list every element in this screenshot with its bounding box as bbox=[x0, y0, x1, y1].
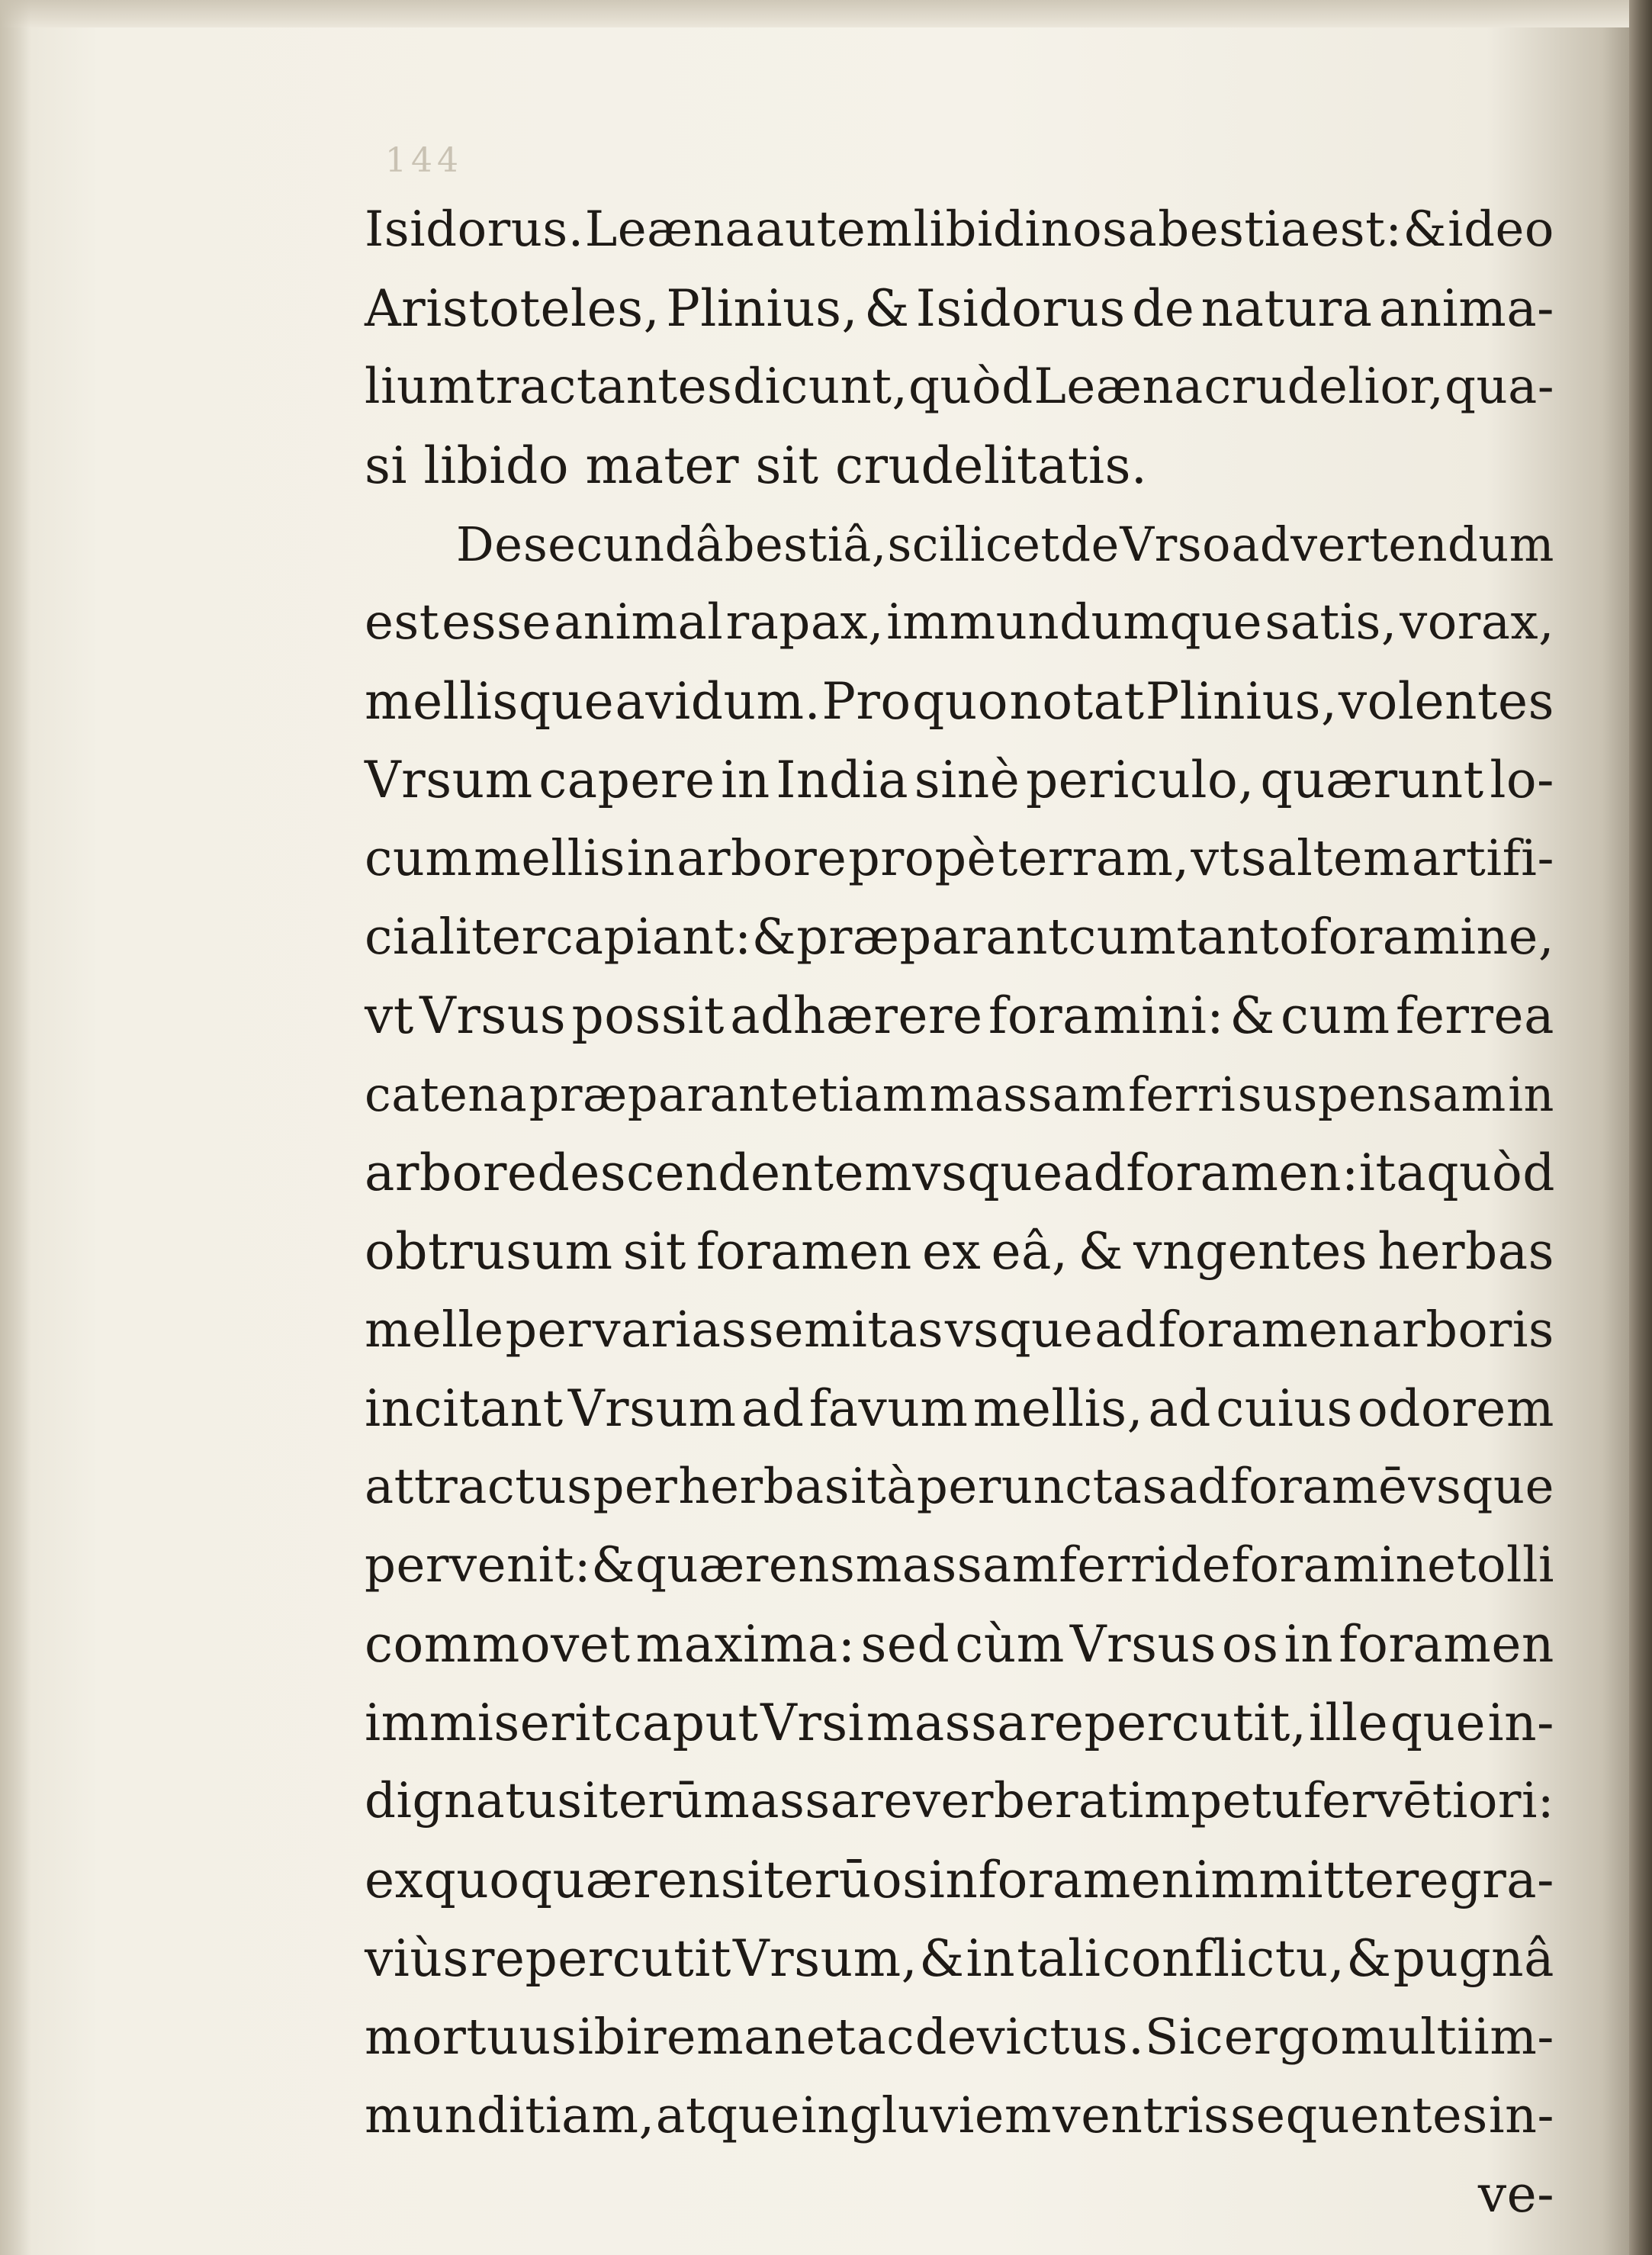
folio-number: 144 bbox=[385, 141, 463, 180]
page-top-edge bbox=[0, 0, 1652, 27]
text-line: vt Vrsus possit adhærere foramini: & cum ferrea bbox=[365, 986, 1554, 1045]
text-line: incitant Vrsum ad favum mellis, ad cuius odorem bbox=[365, 1379, 1554, 1438]
text-line: Vrsum capere in India sinè periculo, quærunt lo- bbox=[365, 751, 1554, 809]
text-line: lium tractantes dicunt, quòd Leæna crudelior, qua- bbox=[365, 359, 1554, 415]
text-line: arbore descendentem vsque ad foramen: ita quòd bbox=[365, 1144, 1555, 1202]
text-line: melle per varias semitas vsque ad foramen arboris bbox=[365, 1301, 1554, 1359]
text-line: immiserit caput Vrsi massa repercutit, ille que in- bbox=[365, 1694, 1554, 1752]
text-line: est esse animal rapax, immundumque satis, vorax, bbox=[365, 594, 1554, 651]
text-line: viùs repercutit Vrsum, & in tali conflictu, & pugnâ bbox=[365, 1929, 1554, 1988]
text-line: mortuus ibi remanet ac devictus. Sic ergo multi im- bbox=[365, 2009, 1554, 2066]
text-line: cialiter capiant: & præparant cum tanto foramine, bbox=[365, 909, 1554, 966]
catchword: ve- bbox=[1477, 2165, 1554, 2224]
text-line: obtrusum sit foramen ex eâ, & vngentes herbas bbox=[365, 1222, 1554, 1281]
text-line: Isidorus. Leæna autem libidinosa bestia est: & ideo bbox=[365, 201, 1554, 258]
text-line: munditiam, atque ingluviem ventris sequentes in- bbox=[365, 2087, 1554, 2144]
gutter-shadow bbox=[0, 0, 31, 2255]
text-line: mellisque avidum. Pro quo notat Plinius, volentes bbox=[365, 672, 1554, 731]
text-line: ex quo quærens iterū os in foramen immittere gra- bbox=[365, 1851, 1554, 1909]
text-line: commovet maxima: sed cùm Vrsus os in foramen bbox=[365, 1615, 1554, 1674]
text-line: pervenit: & quærens massam ferri de foramine tolli bbox=[365, 1537, 1554, 1594]
text-block bbox=[365, 191, 1554, 2234]
text-line: attractus per herbas ità perunctas ad foramē vsque bbox=[365, 1459, 1554, 1515]
text-line: si libido mater sit crudelitatis. bbox=[365, 436, 1148, 495]
book-cover-edge bbox=[1629, 0, 1652, 2255]
text-line: catena præparant etiam massam ferri suspensam in bbox=[365, 1066, 1554, 1122]
text-line: De secundâ bestiâ, scilicet de Vrso advertendum bbox=[456, 516, 1554, 572]
text-line: Aristoteles, Plinius, & Isidorus de natura anima- bbox=[365, 279, 1554, 338]
text-line: cum mellis in arbore propè terram, vt saltem artifi- bbox=[365, 830, 1554, 887]
text-line: dignatus iterū massa reverberat impetu fervētiori: bbox=[365, 1773, 1554, 1829]
